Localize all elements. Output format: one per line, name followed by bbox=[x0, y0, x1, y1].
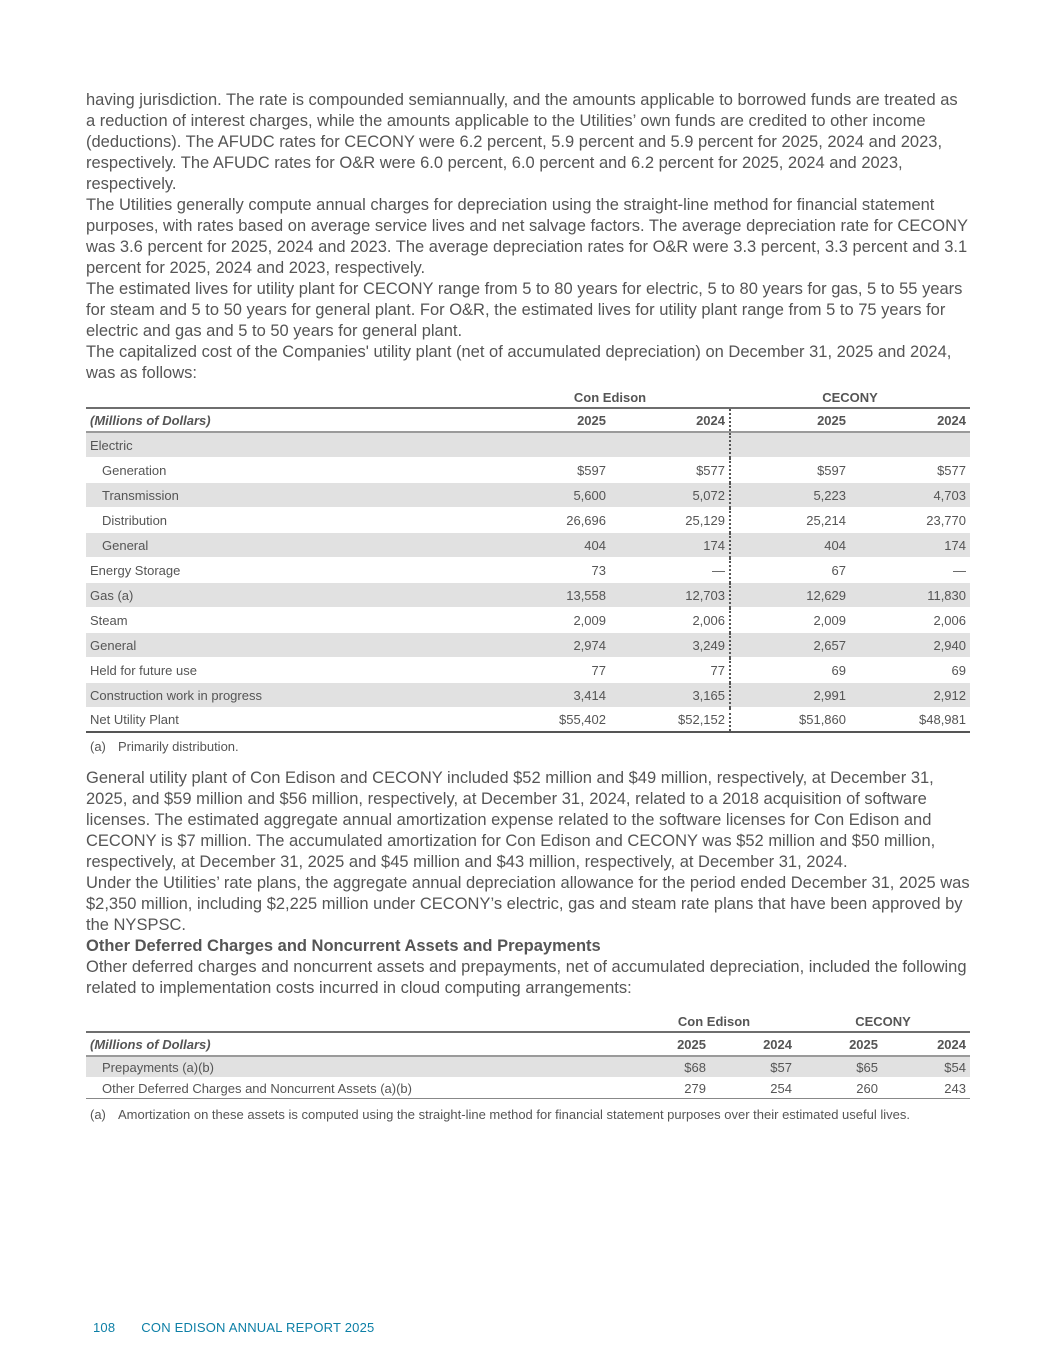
table-row bbox=[86, 558, 970, 583]
year-header: 2024 bbox=[710, 1032, 796, 1056]
row-label: Transmission bbox=[86, 483, 374, 508]
cell-value: $68 bbox=[486, 1056, 710, 1078]
total-value: $51,860 bbox=[730, 708, 850, 733]
row-label: Prepayments (a)(b) bbox=[86, 1056, 486, 1078]
table-row bbox=[86, 1078, 970, 1099]
table-row bbox=[86, 1056, 970, 1078]
cell-value: 3,165 bbox=[610, 683, 730, 708]
table-header-row bbox=[86, 1032, 970, 1056]
cell-value bbox=[850, 432, 970, 458]
cell-value: 5,072 bbox=[610, 483, 730, 508]
table-row bbox=[86, 583, 970, 608]
cell-value: 12,629 bbox=[730, 583, 850, 608]
cell-value: 12,703 bbox=[610, 583, 730, 608]
cell-value: $597 bbox=[730, 458, 850, 483]
page-content bbox=[86, 90, 970, 1122]
year-header: 2025 bbox=[796, 1032, 882, 1056]
row-label: Held for future use bbox=[86, 658, 374, 683]
cell-value: 2,657 bbox=[730, 633, 850, 658]
cell-value: $597 bbox=[374, 458, 610, 483]
row-label: Construction work in progress bbox=[86, 683, 374, 708]
page-footer bbox=[93, 1320, 374, 1335]
cell-value: 404 bbox=[374, 533, 610, 558]
unit-label: (Millions of Dollars) bbox=[86, 408, 374, 432]
cell-value: 404 bbox=[730, 533, 850, 558]
paragraph-estimated-lives: The estimated lives for utility plant for CECONY range from 5 to 80 years for electric, 5 to 80 years for gas, 5 to 55 years for steam and 5 to 50 years for general plant. For O&R, the estimated lives for utility plant range from 5 to 75 years for electric and gas and 5 to 50 years for general plant. bbox=[86, 280, 963, 340]
year-header: 2025 bbox=[486, 1032, 710, 1056]
cell-value: 2,009 bbox=[730, 608, 850, 633]
utility-plant-table bbox=[86, 387, 970, 733]
row-label: General bbox=[86, 533, 374, 558]
cell-value: 25,214 bbox=[730, 508, 850, 533]
cell-value: 2,991 bbox=[730, 683, 850, 708]
table-header-row bbox=[86, 408, 970, 432]
group-con-edison: Con Edison bbox=[573, 389, 647, 405]
row-label: Steam bbox=[86, 608, 374, 633]
cell-value: $57 bbox=[710, 1056, 796, 1078]
report-title: CON EDISON ANNUAL REPORT 2025 bbox=[141, 1320, 375, 1335]
total-label: Net Utility Plant bbox=[86, 708, 374, 733]
cell-value: 69 bbox=[730, 658, 850, 683]
cell-value: 25,129 bbox=[610, 508, 730, 533]
row-label: Electric bbox=[86, 432, 374, 458]
cell-value: 279 bbox=[486, 1078, 710, 1099]
table-row bbox=[86, 432, 970, 458]
cell-value: 3,249 bbox=[610, 633, 730, 658]
cell-value: 77 bbox=[374, 658, 610, 683]
paragraph-software-licenses: General utility plant of Con Edison and CECONY included $52 million and $49 million, respectively, at December 31, 2025, and $59 million and $56 million, respectively, at December 31, 2024, related to a 2018 acquisition of software licenses. The estimated aggregate annual amortization expense related to the software licenses for Con Edison and CECONY is $7 million. The accumulated amortization for Con Edison and CECONY was $52 million and $50 million, respectively, at December 31, 2025 and $45 million and $43 million, respectively, at December 31, 2024. bbox=[86, 769, 936, 871]
row-label: Generation bbox=[86, 458, 374, 483]
cell-value: 254 bbox=[710, 1078, 796, 1099]
table-group-header bbox=[86, 1011, 970, 1032]
row-label: Other Deferred Charges and Noncurrent Assets (a)(b) bbox=[86, 1078, 486, 1099]
cell-value: — bbox=[610, 558, 730, 583]
page-number: 108 bbox=[93, 1320, 116, 1335]
cell-value: 2,974 bbox=[374, 633, 610, 658]
year-header: 2024 bbox=[850, 408, 970, 432]
cell-value: 77 bbox=[610, 658, 730, 683]
section-intro: Other deferred charges and noncurrent assets and prepayments, net of accumulated depreciation, included the following related to implementation costs incurred in cloud computing arrangements: bbox=[86, 958, 967, 997]
cell-value bbox=[374, 432, 610, 458]
cell-value: 4,703 bbox=[850, 483, 970, 508]
section-heading: Other Deferred Charges and Noncurrent Assets and Prepayments bbox=[86, 937, 601, 955]
row-label: General bbox=[86, 633, 374, 658]
group-cecony: CECONY bbox=[822, 389, 878, 405]
cell-value bbox=[730, 432, 850, 458]
cell-value: $54 bbox=[882, 1056, 970, 1078]
total-value: $52,152 bbox=[610, 708, 730, 733]
year-header: 2024 bbox=[882, 1032, 970, 1056]
row-label: Gas (a) bbox=[86, 583, 374, 608]
total-value: $48,981 bbox=[850, 708, 970, 733]
footnote-text: Primarily distribution. bbox=[118, 739, 239, 754]
cell-value: 2,912 bbox=[850, 683, 970, 708]
cell-value: 260 bbox=[796, 1078, 882, 1099]
cell-value: $577 bbox=[610, 458, 730, 483]
table-row bbox=[86, 658, 970, 683]
cell-value: 174 bbox=[610, 533, 730, 558]
cell-value: 3,414 bbox=[374, 683, 610, 708]
paragraph-rate-plans: Under the Utilities’ rate plans, the aggregate annual depreciation allowance for the period ended December 31, 2025 was $2,350 million, including $2,225 million under CECONY’s electric, gas and steam rate plans that have been approved by the NYSPSC. bbox=[86, 874, 970, 934]
cell-value: $65 bbox=[796, 1056, 882, 1078]
cell-value: 2,006 bbox=[850, 608, 970, 633]
unit-label: (Millions of Dollars) bbox=[86, 1032, 486, 1056]
year-header: 2024 bbox=[610, 408, 730, 432]
total-value: $55,402 bbox=[374, 708, 610, 733]
table1-footnote bbox=[90, 739, 970, 754]
cell-value: 23,770 bbox=[850, 508, 970, 533]
cell-value: 243 bbox=[882, 1078, 970, 1099]
cell-value: 5,223 bbox=[730, 483, 850, 508]
table-row bbox=[86, 683, 970, 708]
cell-value: 11,830 bbox=[850, 583, 970, 608]
cell-value: 5,600 bbox=[374, 483, 610, 508]
cell-value: $577 bbox=[850, 458, 970, 483]
cell-value: 2,009 bbox=[374, 608, 610, 633]
cell-value: 2,006 bbox=[610, 608, 730, 633]
table-group-header bbox=[86, 387, 970, 408]
paragraph-depreciation: The Utilities generally compute annual charges for depreciation using the straight-line method for financial statement purposes, with rates based on average service lives and net salvage factors. The average depreciation rate for CECONY was 3.6 percent for 2025, 2024 and 2023. The average depreciation rates for O&R were 3.3 percent, 3.3 percent and 3.1 percent for 2025, 2024 and 2023, respectively. bbox=[86, 196, 968, 277]
cell-value: 26,696 bbox=[374, 508, 610, 533]
cell-value: 67 bbox=[730, 558, 850, 583]
table-row bbox=[86, 608, 970, 633]
group-cecony: CECONY bbox=[855, 1013, 911, 1029]
year-header: 2025 bbox=[374, 408, 610, 432]
table-row bbox=[86, 633, 970, 658]
table-row bbox=[86, 458, 970, 483]
row-label: Distribution bbox=[86, 508, 374, 533]
deferred-charges-table bbox=[86, 1011, 970, 1099]
table-row bbox=[86, 508, 970, 533]
table-row bbox=[86, 533, 970, 558]
cell-value: 73 bbox=[374, 558, 610, 583]
table-row bbox=[86, 483, 970, 508]
total-row bbox=[86, 708, 970, 733]
table2-footnote bbox=[90, 1107, 970, 1122]
cell-value: 174 bbox=[850, 533, 970, 558]
paragraph-capitalized-cost: The capitalized cost of the Companies' utility plant (net of accumulated depreciation) on December 31, 2025 and 2024, was as follows: bbox=[86, 343, 952, 382]
cell-value bbox=[610, 432, 730, 458]
cell-value: — bbox=[850, 558, 970, 583]
footnote-tag: (a) bbox=[90, 1107, 106, 1122]
year-header: 2025 bbox=[730, 408, 850, 432]
row-label: Energy Storage bbox=[86, 558, 374, 583]
cell-value: 69 bbox=[850, 658, 970, 683]
paragraph-afudc: having jurisdiction. The rate is compounded semiannually, and the amounts applicable to borrowed funds are treated as a reduction of interest charges, while the amounts applicable to the Utilities’ own funds are credited to other income (deductions). The AFUDC rates for CECONY were 6.2 percent, 5.9 percent and 5.9 percent for 2025, 2024 and 2023, respectively. The AFUDC rates for O&R were 6.0 percent, 6.0 percent and 6.2 percent for 2025, 2024 and 2023, respectively. bbox=[86, 91, 958, 193]
cell-value: 13,558 bbox=[374, 583, 610, 608]
footnote-tag: (a) bbox=[90, 739, 106, 754]
cell-value: 2,940 bbox=[850, 633, 970, 658]
footnote-text: Amortization on these assets is computed using the straight-line method for financial statement purposes over their estimated useful lives. bbox=[118, 1107, 910, 1122]
group-con-edison: Con Edison bbox=[677, 1013, 751, 1029]
